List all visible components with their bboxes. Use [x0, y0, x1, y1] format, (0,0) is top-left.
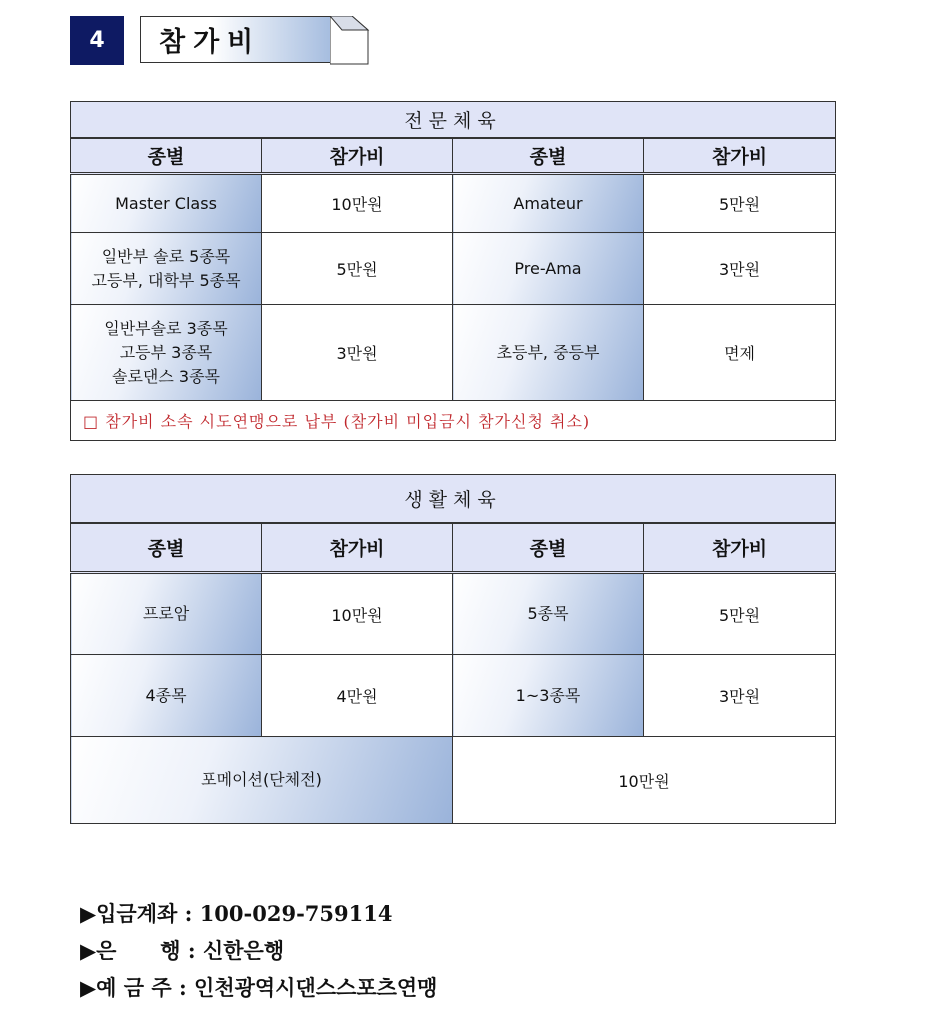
payment-bank-line [80, 935, 284, 965]
section-number-badge: 4 [70, 16, 124, 65]
category-cell: 초등부, 중등부 [453, 305, 644, 401]
header-fee: 참가비 [262, 138, 453, 174]
payment-label: ▶은 행 [80, 938, 181, 963]
header-fee: 참가비 [644, 523, 836, 573]
header-category: 종별 [71, 523, 262, 573]
folded-corner-icon [330, 16, 370, 66]
formation-fee-cell: 10만원 [453, 737, 836, 824]
table-row [71, 655, 836, 737]
category-cell: Master Class [71, 174, 262, 233]
category-cell: 4종목 [71, 655, 262, 737]
fee-cell: 4만원 [262, 655, 453, 737]
fee-cell: 10만원 [262, 573, 453, 655]
formation-category-cell: 포메이션(단체전) [71, 737, 453, 824]
fee-cell: 5만원 [644, 174, 836, 233]
fee-cell: 면제 [644, 305, 836, 401]
life-table-title: 생활체육 [71, 475, 836, 523]
fee-cell: 3만원 [644, 655, 836, 737]
fee-cell: 5만원 [644, 573, 836, 655]
header-fee: 참가비 [262, 523, 453, 573]
section-title: 참가비 [140, 16, 340, 63]
category-cell: 프로암 [71, 573, 262, 655]
category-cell: 일반부솔로 3종목 고등부 3종목 솔로댄스 3종목 [71, 305, 262, 401]
payment-account-line [80, 898, 392, 928]
table-row [71, 573, 836, 655]
table-row [71, 233, 836, 305]
payment-holder-line [80, 972, 437, 1002]
payment-separator: : [178, 975, 187, 1000]
header-category: 종별 [453, 138, 644, 174]
fee-cell: 3만원 [262, 305, 453, 401]
table-row [71, 305, 836, 401]
header-category: 종별 [71, 138, 262, 174]
lifestyle-sports-fee-table [70, 474, 836, 824]
table-row [71, 174, 836, 233]
fee-cell: 3만원 [644, 233, 836, 305]
category-cell: Pre-Ama [453, 233, 644, 305]
category-cell: 5종목 [453, 573, 644, 655]
category-cell: 1~3종목 [453, 655, 644, 737]
pro-sports-fee-table [70, 101, 836, 441]
fee-cell: 10만원 [262, 174, 453, 233]
category-cell: Amateur [453, 174, 644, 233]
payment-separator: : [187, 938, 196, 963]
pro-table-title: 전문체육 [71, 102, 836, 138]
payment-note: □ 참가비 소속 시도연맹으로 납부 (참가비 미입금시 참가신청 취소) [71, 401, 836, 441]
payment-value: 100-029-759114 [199, 901, 393, 926]
payment-value: 신한은행 [202, 938, 285, 963]
payment-label: ▶예 금 주 [80, 975, 172, 1000]
fee-cell: 5만원 [262, 233, 453, 305]
payment-value: 인천광역시댄스스포츠연맹 [194, 975, 438, 1000]
payment-separator: : [184, 901, 193, 926]
category-cell: 일반부 솔로 5종목 고등부, 대학부 5종목 [71, 233, 262, 305]
header-category: 종별 [453, 523, 644, 573]
table-row [71, 737, 836, 824]
header-fee: 참가비 [644, 138, 836, 174]
payment-label: ▶입금계좌 [80, 901, 178, 926]
